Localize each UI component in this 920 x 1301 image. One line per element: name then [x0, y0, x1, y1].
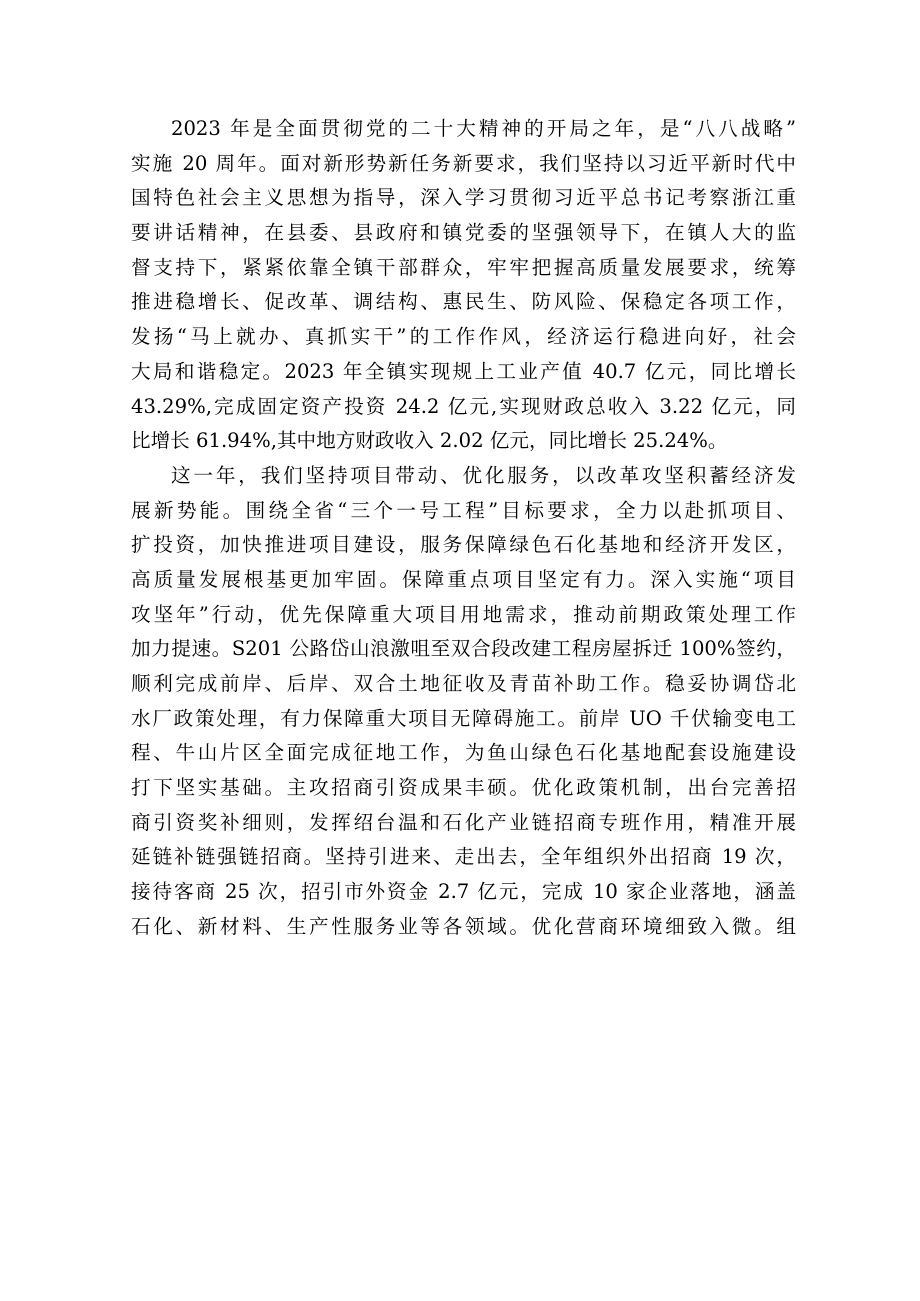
- text-line: 2023 年是全面贯彻党的二十大精神的开局之年，是“八八战略”: [171, 117, 796, 140]
- text-line: 扩投资，加快推进项目建设，服务保障绿色石化基地和经济开发区，: [131, 533, 796, 557]
- text-line: 推进稳增长、促改革、调结构、惠民生、防风险、保稳定各项工作，: [131, 290, 796, 314]
- text-line: 比增长 61.94%,其中地方财政收入 2.02 亿元，同比增长 25.24%。: [131, 429, 728, 453]
- text-line: 国特色社会主义思想为指导，深入学习贯彻习近平总书记考察浙江重: [131, 186, 796, 210]
- text-line: 加力提速。S201 公路岱山浪激咀至双合段改建工程房屋拆迁 100%签约，: [131, 637, 796, 661]
- text-line: 要讲话精神，在县委、县政府和镇党委的坚强领导下，在镇人大的监: [131, 221, 796, 245]
- text-line: 实施 20 周年。面对新形势新任务新要求，我们坚持以习近平新时代中: [131, 151, 796, 175]
- text-line: 水厂政策处理，有力保障重大项目无障碍施工。前岸 UO 千伏输变电工: [131, 706, 796, 730]
- text-line: 展新势能。围绕全省“三个一号工程”目标要求，全力以赴抓项目、: [131, 498, 796, 522]
- text-line: 商引资奖补细则，发挥绍台温和石化产业链招商专班作用，精准开展: [131, 810, 796, 834]
- paragraph-1: [131, 112, 796, 459]
- text-line: 延链补链强链招商。坚持引进来、走出去，全年组织外出招商 19 次，: [131, 845, 796, 869]
- text-line: 程、牛山片区全面完成征地工作，为鱼山绿色石化基地配套设施建设: [131, 741, 796, 765]
- text-line: 打下坚实基础。主攻招商引资成果丰硕。优化政策机制，出台完善招: [131, 776, 796, 800]
- text-line: 43.29%,完成固定资产投资 24.2 亿元,实现财政总收入 3.22 亿元，同: [131, 394, 796, 418]
- paragraph-2: [131, 459, 796, 945]
- text-line: 顺利完成前岸、后岸、双合土地征收及青苗补助工作。稳妥协调岱北: [131, 672, 796, 695]
- text-line: 大局和谐稳定。2023 年全镇实现规上工业产值 40.7 亿元，同比增长: [131, 359, 796, 383]
- text-line: 石化、新材料、生产性服务业等各领域。优化营商环境细致入微。组: [131, 914, 796, 938]
- text-line: 这一年，我们坚持项目带动、优化服务，以改革攻坚积蓄经济发: [171, 463, 796, 487]
- text-line: 发扬“马上就办、真抓实干”的工作作风，经济运行稳进向好，社会: [131, 325, 796, 349]
- text-line: 高质量发展根基更加牢固。保障重点项目坚定有力。深入实施“项目: [131, 567, 796, 591]
- text-line: 督支持下，紧紧依靠全镇干部群众，牢牢把握高质量发展要求，统筹: [131, 255, 796, 279]
- text-line: 接待客商 25 次，招引市外资金 2.7 亿元，完成 10 家企业落地，涵盖: [131, 880, 796, 904]
- document-body: [131, 112, 796, 945]
- text-line: 攻坚年”行动，优先保障重大项目用地需求，推动前期政策处理工作: [131, 602, 796, 626]
